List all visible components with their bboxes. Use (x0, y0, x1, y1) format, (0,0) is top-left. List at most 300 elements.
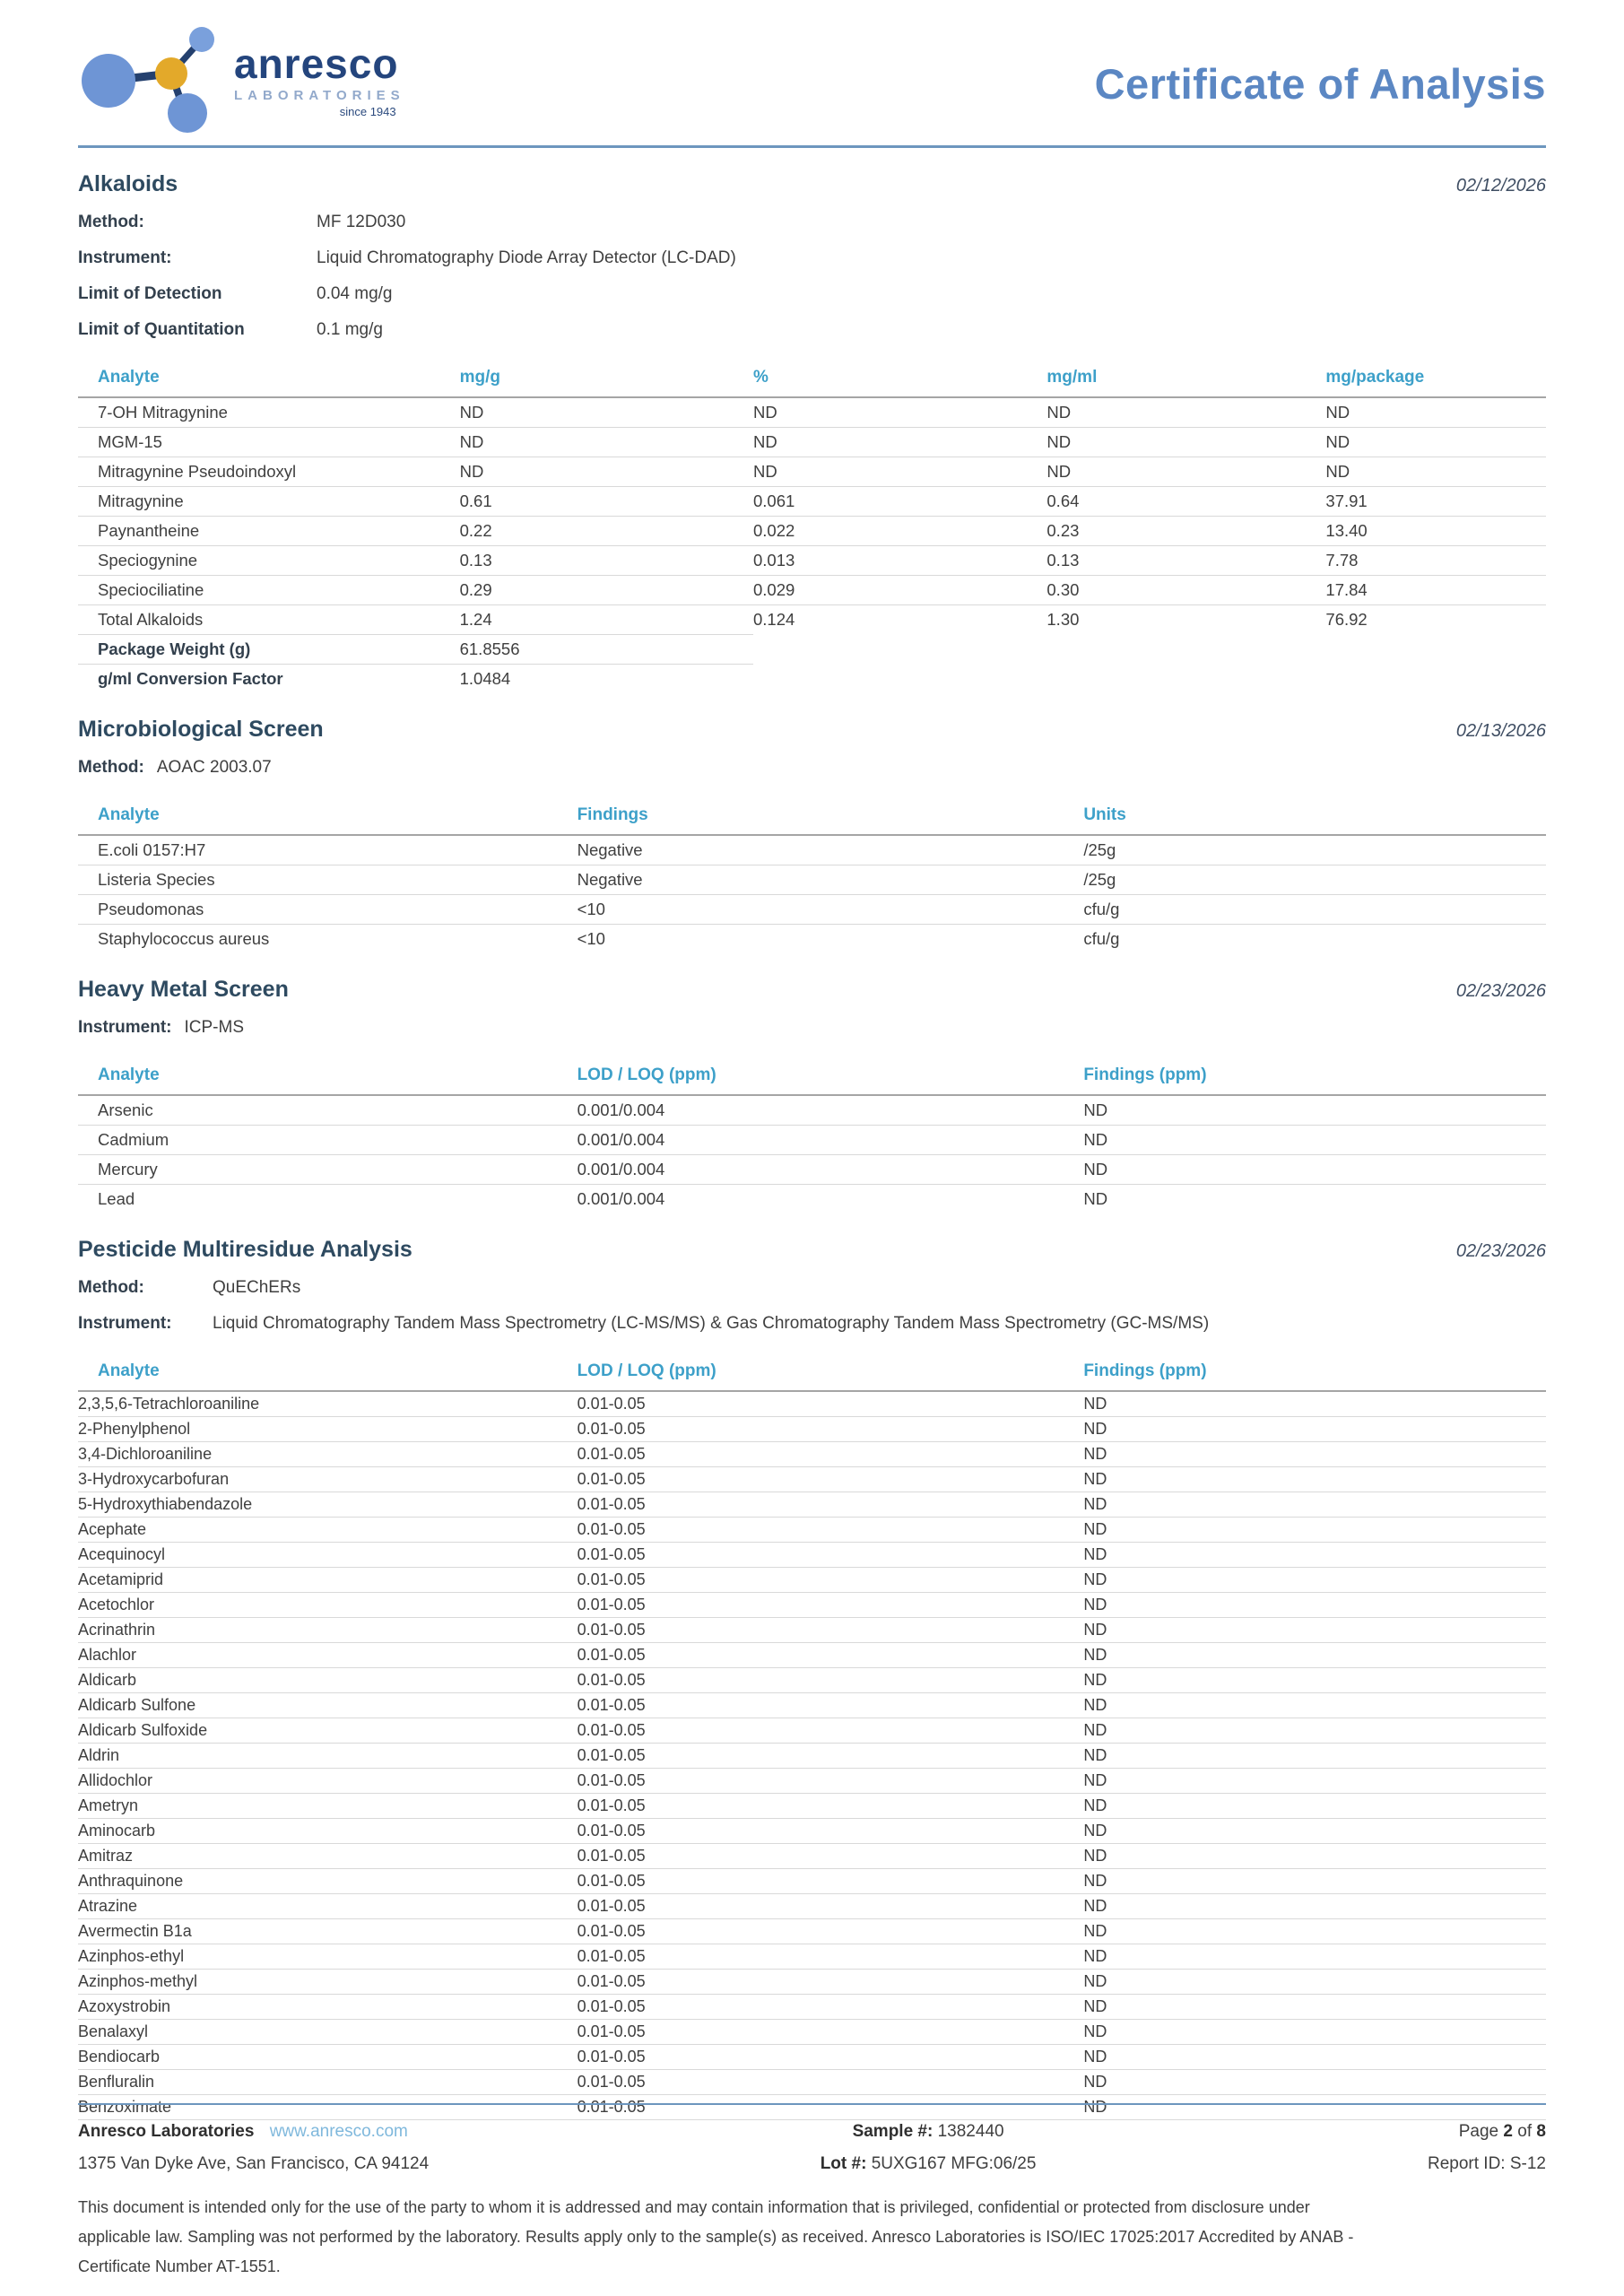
table-row (78, 1643, 1546, 1668)
table-cell: ND (1083, 1568, 1546, 1593)
table-cell: Lead (98, 1189, 135, 1208)
table-cell: 1.0484 (459, 669, 511, 688)
table-row (78, 895, 1546, 925)
table-row (78, 428, 1546, 457)
column-header: mg/ml (1046, 364, 1325, 397)
table-cell: ND (1083, 1744, 1546, 1769)
table-cell: Mitragynine (78, 487, 460, 517)
table-cell (1046, 635, 1325, 665)
table-cell: ND (1083, 1844, 1546, 1869)
table-cell: Azinphos-methyl (78, 1970, 578, 1995)
table-cell: ND (1046, 428, 1325, 457)
table-row (78, 2045, 1546, 2070)
table-cell: ND (1083, 2070, 1546, 2095)
table-cell: ND (1083, 1718, 1546, 1744)
table-cell: 0.01-0.05 (578, 1518, 1084, 1543)
table-cell: 2-Phenylphenol (78, 1417, 578, 1442)
table-cell: 76.92 (1325, 610, 1368, 630)
header-row (78, 802, 1546, 835)
table-cell: cfu/g (1083, 895, 1546, 925)
table-row (78, 1417, 1546, 1442)
table-cell: cfu/g (1083, 929, 1120, 948)
anresco-logo (78, 20, 405, 133)
table-cell: 17.84 (1325, 576, 1546, 605)
table-row (78, 2020, 1546, 2045)
table-cell: 0.01-0.05 (578, 1970, 1084, 1995)
meta-value: Liquid Chromatography Tandem Mass Spectrometry (LC-MS/MS) & Gas Chromatography Tandem Mass Spectrometry (GC-MS/MS) (213, 1314, 1210, 1333)
table-cell: 0.01-0.05 (578, 1543, 1084, 1568)
table-cell: 0.01-0.05 (578, 1894, 1084, 1919)
table-row (78, 1391, 1546, 1417)
heavy-metal-table (78, 1062, 1546, 1213)
table-cell: ND (1083, 1769, 1546, 1794)
table-cell: 0.01-0.05 (578, 2070, 1084, 2095)
table-row (78, 1543, 1546, 1568)
pesticide-table (78, 1358, 1546, 2120)
table-cell: ND (1083, 1618, 1546, 1643)
page-indicator: Page 2 of 8 (1458, 2122, 1546, 2141)
header-row (78, 1358, 1546, 1391)
table-row (78, 517, 1546, 546)
table-cell: ND (1083, 2095, 1546, 2120)
meta-row (78, 204, 1546, 240)
table-row (78, 1593, 1546, 1618)
table-row (78, 1844, 1546, 1869)
table-cell: ND (1083, 1794, 1546, 1819)
section-microbiological (78, 717, 1546, 953)
table-cell: 0.30 (1046, 576, 1325, 605)
table-row (78, 1668, 1546, 1693)
table-row (78, 665, 1546, 694)
table-cell: 0.013 (753, 546, 1046, 576)
footer-lab-info (78, 2116, 429, 2180)
table-cell: 2,3,5,6-Tetrachloroaniline (78, 1391, 578, 1417)
table-cell: 5-Hydroxythiabendazole (78, 1492, 578, 1518)
table-cell: Arsenic (78, 1095, 578, 1126)
header-divider (78, 145, 1546, 148)
table-cell: Ametryn (78, 1794, 578, 1819)
table-cell: 0.001/0.004 (578, 1126, 1084, 1155)
table-cell: ND (1083, 1126, 1546, 1155)
table-cell: Benalaxyl (78, 2020, 578, 2045)
table-cell: ND (1083, 1543, 1546, 1568)
table-cell (753, 665, 1046, 694)
footer-divider (78, 2103, 1546, 2105)
table-row (78, 1944, 1546, 1970)
section-date: 02/13/2026 (1455, 721, 1546, 741)
table-cell: Speciogynine (78, 546, 460, 576)
table-row (78, 1095, 1546, 1126)
table-row (78, 605, 1546, 635)
table-cell: ND (1083, 1155, 1546, 1185)
table-cell: /25g (1083, 835, 1546, 865)
table-cell (1046, 665, 1325, 694)
table-cell: 7.78 (1325, 546, 1546, 576)
molecule-icon (78, 20, 232, 133)
table-cell: ND (1083, 1869, 1546, 1894)
column-header: % (753, 364, 1046, 397)
column-header: Analyte (78, 364, 460, 397)
logo-subtitle: LABORATORIES (234, 88, 405, 103)
table-cell: Pseudomonas (78, 895, 578, 925)
meta-label: Method: (78, 1278, 144, 1297)
section-title: Alkaloids (78, 171, 178, 196)
table-cell: Benzoximate (78, 2095, 578, 2120)
table-cell: 0.01-0.05 (578, 2020, 1084, 2045)
lab-website-link[interactable]: www.anresco.com (269, 2122, 408, 2141)
table-cell: 0.061 (753, 487, 1046, 517)
table-cell: Aldicarb Sulfone (78, 1693, 578, 1718)
table-cell: ND (1083, 1467, 1546, 1492)
table-cell: Acrinathrin (78, 1618, 578, 1643)
table-row (78, 1693, 1546, 1718)
table-cell: E.coli 0157:H7 (78, 835, 578, 865)
meta-value: Liquid Chromatography Diode Array Detector (LC-DAD) (317, 248, 736, 267)
meta-label: Method: (78, 758, 144, 777)
table-cell: ND (1083, 1668, 1546, 1693)
table-row (78, 1618, 1546, 1643)
table-cell: 0.01-0.05 (578, 1492, 1084, 1518)
table-cell: Package Weight (g) (78, 635, 460, 665)
table-cell: 0.01-0.05 (578, 1769, 1084, 1794)
meta-label: Instrument: (78, 1018, 172, 1037)
table-row (78, 1518, 1546, 1543)
footer-info (78, 2116, 1546, 2180)
table-cell: 0.64 (1046, 487, 1325, 517)
table-row (78, 1467, 1546, 1492)
meta-label: Limit of Detection (78, 284, 222, 303)
disclaimer-line: Certificate Number AT-1551. (78, 2257, 281, 2275)
meta-label: Instrument: (78, 248, 172, 267)
disclaimer-line: This document is intended only for the use of the party to whom it is addressed and may contain information that is privileged, confidential or protected from disclosure under (78, 2198, 1310, 2216)
header (78, 0, 1546, 133)
table-cell: Allidochlor (78, 1769, 578, 1794)
table-cell: 0.23 (1046, 517, 1325, 546)
logo-text (234, 40, 405, 118)
table-cell: <10 (577, 929, 605, 948)
table-cell: Staphylococcus aureus (98, 929, 270, 948)
meta-row (78, 1270, 1546, 1306)
table-cell: Acephate (78, 1518, 578, 1543)
microbiological-table (78, 802, 1546, 953)
table-cell: ND (1083, 1442, 1546, 1467)
footer-sample-info (821, 2116, 1037, 2180)
table-cell: Mercury (78, 1155, 578, 1185)
table-cell: Aldicarb Sulfoxide (78, 1718, 578, 1744)
table-cell: ND (460, 397, 753, 428)
section-title: Microbiological Screen (78, 717, 324, 742)
table-cell: 61.8556 (460, 635, 753, 665)
meta-row (78, 276, 1546, 312)
table-row (78, 457, 1546, 487)
table-row (78, 925, 1546, 954)
table-cell: 0.01-0.05 (578, 1744, 1084, 1769)
table-row (78, 1894, 1546, 1919)
table-cell: Acequinocyl (78, 1543, 578, 1568)
table-cell: 0.124 (753, 610, 795, 630)
table-row (78, 1126, 1546, 1155)
table-row (78, 2070, 1546, 2095)
table-row (78, 1718, 1546, 1744)
table-cell: ND (1083, 1518, 1546, 1543)
table-cell: 0.01-0.05 (578, 1643, 1084, 1668)
table-cell: Amitraz (78, 1844, 578, 1869)
table-cell: Benfluralin (78, 2070, 578, 2095)
table-cell (1325, 635, 1546, 665)
disclaimer (78, 2193, 1546, 2282)
table-row (78, 487, 1546, 517)
disclaimer-line: applicable law. Sampling was not performed by the laboratory. Results apply only to the sample(s) as received. Anresco Laboratories is ISO/IEC 17025:2017 Accredited by ANAB - (78, 2228, 1354, 2246)
column-header: Findings (ppm) (1083, 1062, 1546, 1095)
table-cell: 3-Hydroxycarbofuran (78, 1467, 578, 1492)
section-title: Heavy Metal Screen (78, 977, 289, 1002)
section-title: Pesticide Multiresidue Analysis (78, 1237, 413, 1262)
table-cell: ND (1083, 1095, 1546, 1126)
section-date: 02/12/2026 (1455, 176, 1546, 196)
table-row (78, 576, 1546, 605)
table-cell: Negative (578, 835, 1084, 865)
section-heading-row (78, 1237, 1546, 1263)
table-cell: ND (1083, 1593, 1546, 1618)
table-row (78, 1744, 1546, 1769)
table-row (78, 1869, 1546, 1894)
section-heading-row (78, 171, 1546, 197)
lab-address: 1375 Van Dyke Ave, San Francisco, CA 94124 (78, 2154, 430, 2173)
column-header: Findings (ppm) (1083, 1358, 1546, 1391)
table-cell: ND (753, 428, 1046, 457)
table-row (78, 1769, 1546, 1794)
table-cell: 0.01-0.05 (578, 1869, 1084, 1894)
table-cell: 3,4-Dichloroaniline (78, 1442, 578, 1467)
table-cell: 0.01-0.05 (578, 2095, 1084, 2120)
table-row (78, 865, 1546, 895)
table-cell: Bendiocarb (78, 2045, 578, 2070)
table-cell: ND (1083, 1643, 1546, 1668)
meta-label: Instrument: (78, 1314, 172, 1333)
table-cell (753, 635, 1046, 665)
table-cell: 0.13 (460, 546, 753, 576)
table-cell: ND (1083, 1894, 1546, 1919)
table-cell: Cadmium (78, 1126, 578, 1155)
table-cell: ND (1046, 397, 1325, 428)
section-date: 02/23/2026 (1455, 1241, 1546, 1261)
footer-page-info (1428, 2116, 1546, 2180)
table-row (78, 397, 1546, 428)
meta-row (78, 1010, 1546, 1046)
table-row (78, 835, 1546, 865)
table-cell: g/ml Conversion Factor (98, 669, 283, 688)
meta-value: ICP-MS (184, 1018, 244, 1037)
table-cell: 0.01-0.05 (578, 1442, 1084, 1467)
table-cell: 13.40 (1325, 517, 1546, 546)
table-cell: 0.61 (460, 487, 753, 517)
table-row (78, 1794, 1546, 1819)
table-row (78, 1995, 1546, 2020)
section-meta (78, 1010, 1546, 1046)
table-cell: 0.01-0.05 (578, 1391, 1084, 1417)
meta-value: AOAC 2003.07 (156, 758, 272, 777)
table-cell: 0.01-0.05 (578, 1618, 1084, 1643)
table-cell: Paynantheine (78, 517, 460, 546)
table-cell: Aldrin (78, 1744, 578, 1769)
table-cell: Speciociliatine (78, 576, 460, 605)
table-cell: 1.24 (460, 605, 753, 635)
table-cell: ND (1083, 1919, 1546, 1944)
logo-since: since 1943 (339, 105, 396, 118)
table-cell: 0.01-0.05 (578, 1995, 1084, 2020)
table-cell: 7-OH Mitragynine (78, 397, 460, 428)
table-cell: 0.01-0.05 (578, 1919, 1084, 1944)
section-meta (78, 204, 1546, 348)
table-cell: 0.13 (1046, 546, 1325, 576)
table-cell: Aminocarb (78, 1819, 578, 1844)
table-cell: ND (460, 457, 753, 487)
table-cell: ND (753, 397, 1046, 428)
table-cell: 0.01-0.05 (578, 1593, 1084, 1618)
meta-value: 0.04 mg/g (317, 284, 393, 303)
table-cell: Acetamiprid (78, 1568, 578, 1593)
lot-value: 5UXG167 MFG:06/25 (871, 2154, 1037, 2173)
table-cell: 0.001/0.004 (578, 1095, 1084, 1126)
header-row (78, 364, 1546, 397)
table-row (78, 1185, 1546, 1214)
meta-row (78, 750, 1546, 786)
meta-value: MF 12D030 (317, 213, 406, 231)
section-heading-row (78, 717, 1546, 743)
section-date: 02/23/2026 (1455, 981, 1546, 1001)
table-row (78, 1919, 1546, 1944)
table-cell: 0.22 (460, 517, 753, 546)
section-pesticide (78, 1237, 1546, 2120)
table-cell: Negative (578, 865, 1084, 895)
table-cell: ND (1083, 1391, 1546, 1417)
table-row (78, 546, 1546, 576)
table-cell: 37.91 (1325, 487, 1546, 517)
alkaloids-table (78, 364, 1546, 693)
table-cell: Mitragynine Pseudoindoxyl (78, 457, 460, 487)
table-cell: 0.01-0.05 (578, 1467, 1084, 1492)
table-cell: 0.01-0.05 (578, 1417, 1084, 1442)
section-heading-row (78, 977, 1546, 1003)
meta-row (78, 240, 1546, 276)
table-cell: Acetochlor (78, 1593, 578, 1618)
column-header: Units (1083, 802, 1546, 835)
table-cell: 0.01-0.05 (578, 1844, 1084, 1869)
table-cell: Total Alkaloids (78, 605, 460, 635)
table-cell: <10 (578, 895, 1084, 925)
section-alkaloids (78, 171, 1546, 693)
logo-name: anresco (234, 40, 399, 87)
footer (78, 2103, 1546, 2282)
table-cell: ND (753, 457, 1046, 487)
table-cell: ND (1046, 457, 1325, 487)
section-meta (78, 1270, 1546, 1342)
table-cell: Listeria Species (78, 865, 578, 895)
table-row (78, 1970, 1546, 1995)
table-row (78, 1492, 1546, 1518)
table-cell: /25g (1083, 865, 1546, 895)
table-cell: Azinphos-ethyl (78, 1944, 578, 1970)
table-cell: 0.029 (753, 576, 1046, 605)
meta-row (78, 312, 1546, 348)
table-cell: 0.022 (753, 517, 1046, 546)
table-cell: ND (1325, 457, 1546, 487)
table-cell: Aldicarb (78, 1668, 578, 1693)
column-header: LOD / LOQ (ppm) (578, 1358, 1084, 1391)
table-cell: 0.01-0.05 (578, 1718, 1084, 1744)
table-cell: 0.001/0.004 (578, 1155, 1084, 1185)
table-row (78, 1819, 1546, 1844)
column-header: mg/package (1325, 364, 1546, 397)
column-header: mg/g (460, 364, 753, 397)
table-row (78, 1568, 1546, 1593)
meta-label: Limit of Quantitation (78, 320, 245, 339)
table-cell: ND (1083, 1693, 1546, 1718)
table-cell: 0.01-0.05 (578, 1693, 1084, 1718)
sample-value: 1382440 (937, 2122, 1004, 2141)
table-cell: ND (1083, 2045, 1546, 2070)
table-cell: 0.01-0.05 (578, 2045, 1084, 2070)
table-cell: ND (1325, 397, 1546, 428)
table-cell: ND (1083, 1970, 1546, 1995)
table-cell: 0.001/0.004 (577, 1189, 665, 1208)
table-cell: Avermectin B1a (78, 1919, 578, 1944)
column-header: Findings (578, 802, 1084, 835)
column-header: Analyte (78, 1358, 578, 1391)
table-cell: Atrazine (78, 1894, 578, 1919)
table-cell: 1.30 (1046, 610, 1080, 630)
meta-label: Method: (78, 213, 144, 231)
table-cell: ND (1083, 1189, 1108, 1208)
meta-value: QuEChERs (213, 1278, 301, 1297)
table-cell: 0.01-0.05 (578, 1668, 1084, 1693)
section-heavy-metal (78, 977, 1546, 1213)
meta-value: 0.1 mg/g (317, 320, 383, 339)
table-cell: Anthraquinone (78, 1869, 578, 1894)
meta-row (78, 1306, 1546, 1342)
column-header: Analyte (78, 1062, 578, 1095)
table-row (78, 1442, 1546, 1467)
sample-label: Sample #: (852, 2122, 934, 2141)
lab-name: Anresco Laboratories (78, 2122, 255, 2141)
table-cell: ND (1083, 1944, 1546, 1970)
report-id: Report ID: S-12 (1427, 2154, 1546, 2173)
table-cell: ND (460, 428, 753, 457)
table-cell: ND (1083, 1995, 1546, 2020)
table-cell: ND (1083, 2020, 1546, 2045)
table-cell: ND (1083, 1492, 1546, 1518)
table-cell (1325, 665, 1546, 694)
column-header: LOD / LOQ (ppm) (578, 1062, 1084, 1095)
section-meta (78, 750, 1546, 786)
table-cell: Azoxystrobin (78, 1995, 578, 2020)
lot-label: Lot #: (820, 2154, 867, 2173)
header-row (78, 1062, 1546, 1095)
table-cell: 0.01-0.05 (578, 1819, 1084, 1844)
table-cell: 0.01-0.05 (578, 1944, 1084, 1970)
column-header: Analyte (78, 802, 578, 835)
page-title: Certificate of Analysis (1094, 60, 1546, 108)
table-cell: ND (1083, 1417, 1546, 1442)
table-cell: Alachlor (78, 1643, 578, 1668)
table-cell: 0.01-0.05 (578, 1568, 1084, 1593)
table-row (78, 635, 1546, 665)
table-cell: ND (1083, 1819, 1546, 1844)
table-cell: 0.29 (460, 576, 753, 605)
table-cell: ND (1325, 428, 1546, 457)
table-row (78, 1155, 1546, 1185)
table-cell: MGM-15 (78, 428, 460, 457)
